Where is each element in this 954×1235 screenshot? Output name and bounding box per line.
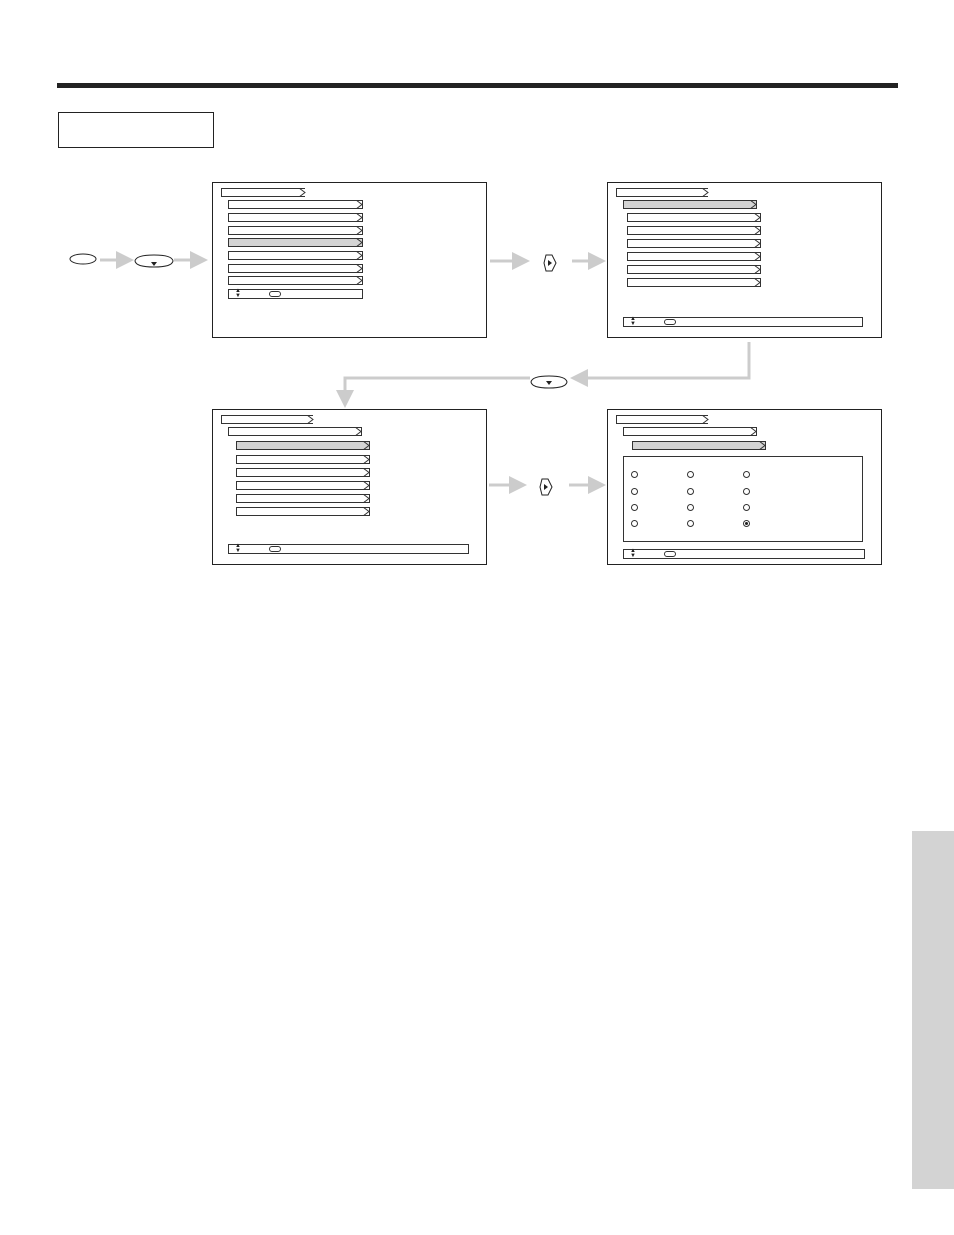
- chevron-right-icon: [355, 226, 363, 235]
- chevron-right-icon: [701, 415, 709, 424]
- menu-row[interactable]: [627, 226, 761, 235]
- menu-row[interactable]: [627, 265, 761, 274]
- radio-icon[interactable]: [687, 520, 694, 527]
- chevron-right-icon: [753, 252, 761, 261]
- chevron-right-icon: [753, 239, 761, 248]
- chevron-right-icon: [753, 226, 761, 235]
- chevron-right-icon: [355, 276, 363, 285]
- arrow-screen2-down: [576, 342, 749, 378]
- chevron-right-icon: [298, 188, 306, 197]
- chevron-right-icon: [753, 213, 761, 222]
- menu-row-highlighted[interactable]: [228, 238, 363, 247]
- radio-icon[interactable]: [687, 471, 694, 478]
- select-button-icon: [664, 551, 676, 557]
- status-bar: [623, 317, 863, 327]
- menu-row-highlighted[interactable]: [236, 441, 370, 450]
- select-button-icon: [269, 291, 281, 297]
- menu-row[interactable]: [228, 200, 363, 209]
- radio-icon[interactable]: [631, 471, 638, 478]
- up-down-icon: ▲ ▼: [235, 288, 241, 299]
- chevron-right-icon: [701, 188, 709, 197]
- chevron-right-icon: [362, 441, 370, 450]
- menu-row[interactable]: [627, 252, 761, 261]
- radio-icon[interactable]: [743, 471, 750, 478]
- menu-row[interactable]: [228, 251, 363, 260]
- arrow-to-screen3: [345, 378, 530, 402]
- radio-panel: [623, 456, 863, 542]
- status-bar: [228, 289, 363, 299]
- chevron-right-icon: [753, 265, 761, 274]
- status-bar: [623, 549, 865, 559]
- chevron-right-icon: [362, 455, 370, 464]
- screen-3: [212, 409, 487, 565]
- submenu-title: [623, 427, 757, 436]
- chevron-right-icon: [749, 427, 757, 436]
- screen-4-title-tab: [616, 415, 708, 424]
- up-down-icon: ▲ ▼: [630, 316, 636, 327]
- chevron-right-icon: [758, 441, 766, 450]
- submenu-title: [228, 427, 362, 436]
- radio-icon[interactable]: [743, 488, 750, 495]
- chevron-right-icon: [355, 200, 363, 209]
- menu-row[interactable]: [228, 264, 363, 273]
- screen-1-title-tab: [221, 188, 305, 197]
- chevron-right-icon: [749, 200, 757, 209]
- menu-row[interactable]: [228, 213, 363, 222]
- screen-2-title-tab: [616, 188, 708, 197]
- menu-row[interactable]: [228, 276, 363, 285]
- radio-icon[interactable]: [687, 488, 694, 495]
- chevron-right-icon: [362, 507, 370, 516]
- chevron-right-icon: [362, 481, 370, 490]
- side-tab: [912, 831, 954, 1189]
- menu-row[interactable]: [627, 239, 761, 248]
- menu-row[interactable]: [627, 278, 761, 287]
- select-button-icon: [269, 546, 281, 552]
- submenu-title-highlighted[interactable]: [623, 200, 757, 209]
- chevron-right-icon: [753, 278, 761, 287]
- menu-row[interactable]: [228, 226, 363, 235]
- radio-icon[interactable]: [687, 504, 694, 511]
- menu-row[interactable]: [236, 468, 370, 477]
- radio-icon[interactable]: [631, 488, 638, 495]
- radio-icon[interactable]: [631, 504, 638, 511]
- chevron-right-icon: [355, 238, 363, 247]
- radio-icon[interactable]: [743, 504, 750, 511]
- screen-1: [212, 182, 487, 338]
- screen-3-title-tab: [221, 415, 313, 424]
- menu-row[interactable]: [236, 507, 370, 516]
- option-title-highlighted: [632, 441, 766, 450]
- screen-4: [607, 409, 882, 565]
- chevron-right-icon: [355, 213, 363, 222]
- menu-row[interactable]: [236, 455, 370, 464]
- menu-button-icon: [70, 254, 96, 264]
- menu-row[interactable]: [236, 494, 370, 503]
- radio-icon[interactable]: [631, 520, 638, 527]
- chevron-right-icon: [362, 468, 370, 477]
- radio-icon-selected[interactable]: [743, 520, 750, 527]
- up-down-icon: ▲ ▼: [630, 548, 636, 559]
- select-button-icon: [664, 319, 676, 325]
- chevron-right-icon: [306, 415, 314, 424]
- chevron-right-icon: [362, 494, 370, 503]
- menu-row[interactable]: [236, 481, 370, 490]
- menu-row[interactable]: [627, 213, 761, 222]
- screen-2: [607, 182, 882, 338]
- status-bar: [228, 544, 469, 554]
- chevron-right-icon: [355, 251, 363, 260]
- chevron-right-icon: [354, 427, 362, 436]
- up-down-icon: ▲ ▼: [235, 543, 241, 554]
- chevron-right-icon: [355, 264, 363, 273]
